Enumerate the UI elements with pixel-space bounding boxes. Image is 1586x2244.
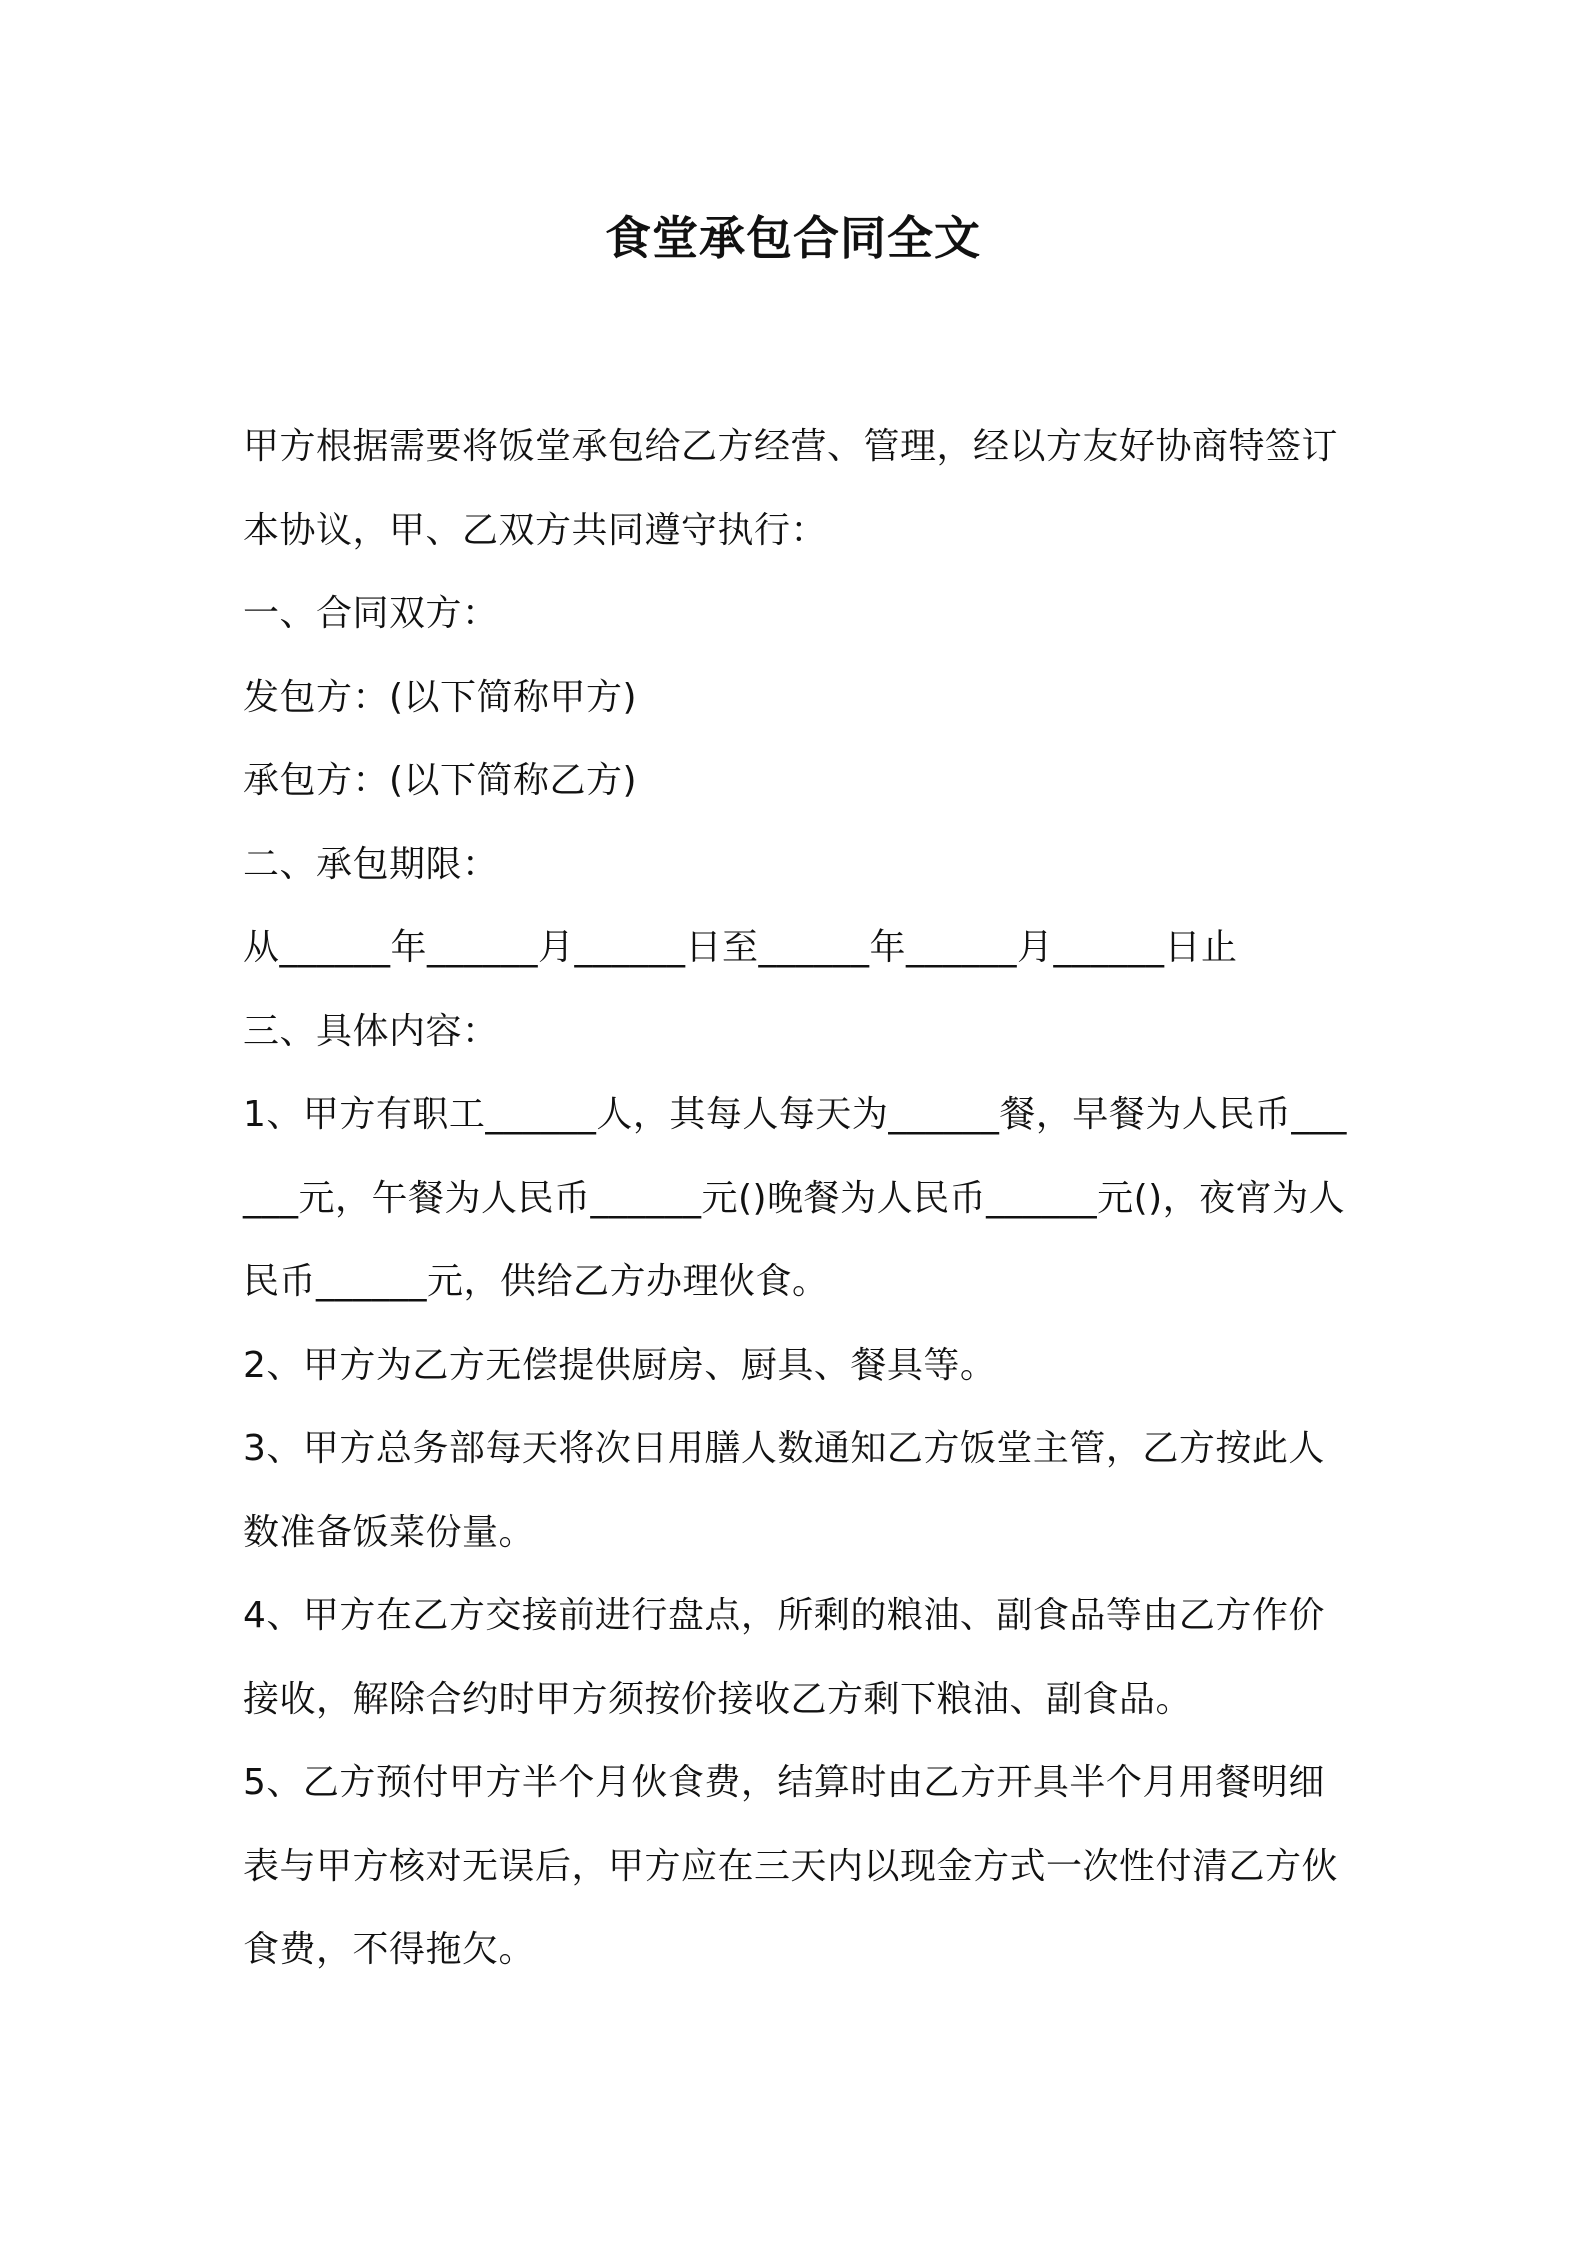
term-dates-line: 从______年______月______日至______年______月______日止 (243, 927, 1238, 968)
clause-4: 4、甲方在乙方交接前进行盘点，所剩的粮油、副食品等由乙方作价接收，解除合约时甲方须按价接收乙方剩下粮油、副食品。 (243, 1595, 1325, 1720)
party-a-line: 发包方：(以下简称甲方) (243, 676, 638, 718)
party-b-line: 承包方：(以下简称乙方) (243, 760, 638, 801)
clause-1: 1、甲方有职工______人，其每人每天为______餐，早餐为人民币______元，午餐为人民币______元()晚餐为人民币______元()，夜宵为人民币______元，供给乙方办理伙食。 (243, 1094, 1347, 1302)
clause-5: 5、乙方预付甲方半个月伙食费，结算时由乙方开具半个月用餐明细表与甲方核对无误后，甲方应在三天内以现金方式一次性付清乙方伙食费，不得拖欠。 (243, 1762, 1339, 1970)
clause-2: 2、甲方为乙方无偿提供厨房、厨具、餐具等。 (243, 1344, 997, 1386)
section-heading-term: 二、承包期限： (243, 843, 499, 885)
document-body (243, 405, 1358, 1992)
section-heading-content: 三、具体内容： (243, 1010, 499, 1052)
section-heading-parties: 一、合同双方： (243, 593, 499, 634)
intro-paragraph: 甲方根据需要将饭堂承包给乙方经营、管理，经以方友好协商特签订本协议，甲、乙双方共同遵守执行： (243, 426, 1339, 551)
clause-3: 3、甲方总务部每天将次日用膳人数通知乙方饭堂主管，乙方按此人数准备饭菜份量。 (243, 1428, 1325, 1553)
document-title: 食堂承包合同全文 (605, 211, 981, 265)
